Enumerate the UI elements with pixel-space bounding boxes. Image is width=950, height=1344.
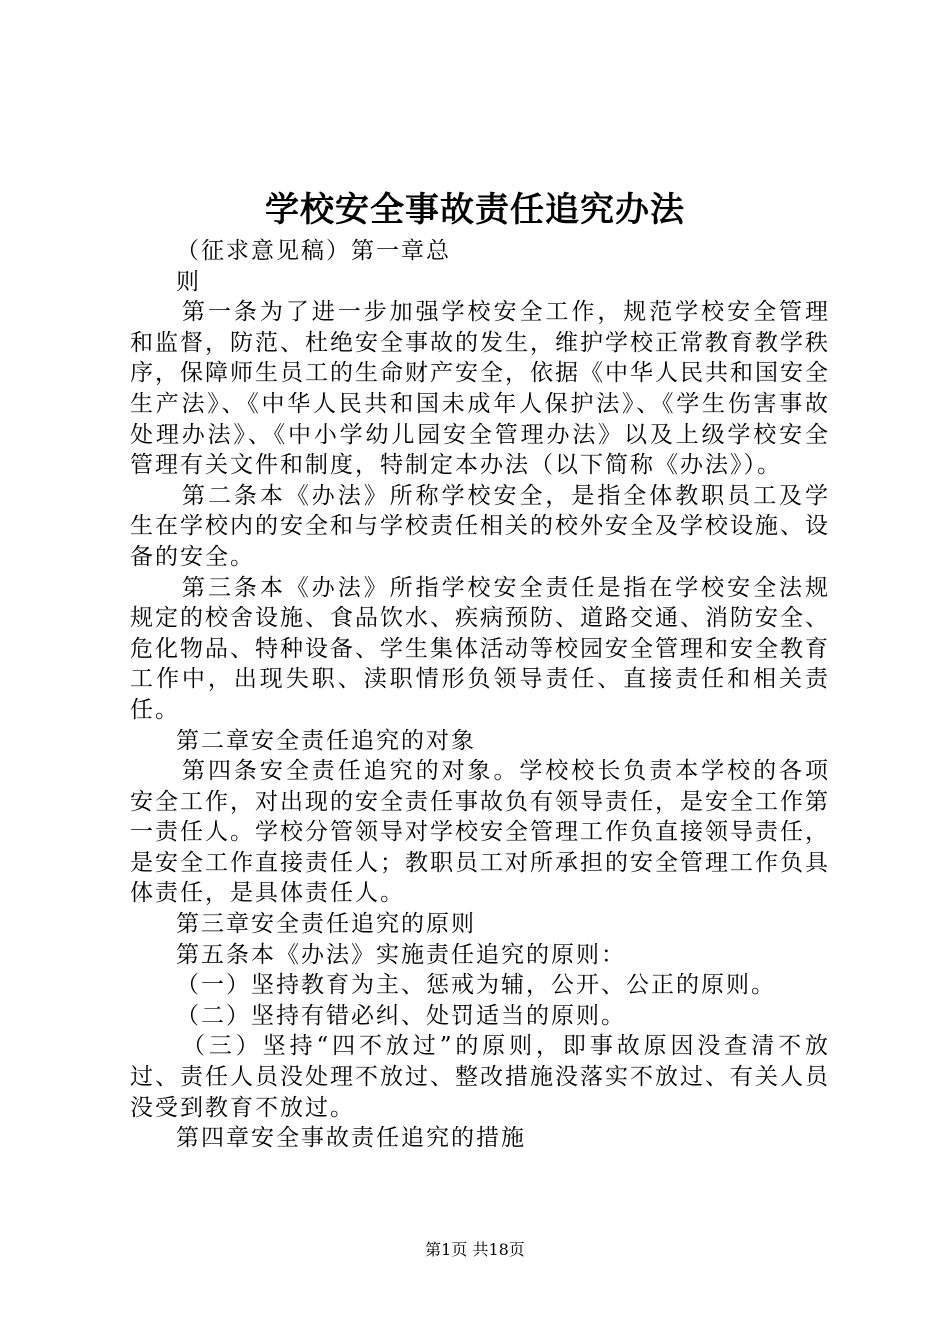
principle-item-3: （三）坚持“四不放过”的原则，即事故原因没查清不放过、责任人员没处理不放过、整改措施没落实不放过、有关人员没受到教育不放过。 [130, 1033, 830, 1121]
chapter-3-heading: 第三章安全责任追究的原则 [176, 911, 476, 938]
chapter-4-heading: 第四章安全事故责任追究的措施 [176, 1125, 526, 1152]
document-title: 学校安全事故责任追究办法 [265, 190, 685, 230]
page-footer: 第1页 共18页 [425, 1240, 525, 1259]
subtitle-line-2: 则 [176, 268, 201, 295]
paragraph-article-5: 第五条本《办法》实施责任追究的原则： [176, 941, 626, 968]
subtitle-line-1: （征求意见稿）第一章总 [176, 238, 451, 264]
chapter-2-heading: 第二章安全责任追究的对象 [176, 727, 476, 754]
document-body [130, 236, 830, 1154]
paragraph-article-3: 第三条本《办法》所指学校安全责任是指在学校安全法规规定的校舍设施、食品饮水、疾病预防、道路交通、消防安全、危化物品、特种设备、学生集体活动等校园安全管理和安全教育工作中，出现失职、渎职情形负领导责任、直接责任和相关责任。 [130, 574, 830, 723]
paragraph-article-1: 第一条为了进一步加强学校安全工作，规范学校安全管理和监督，防范、杜绝安全事故的发生，维护学校正常教育教学秩序，保障师生员工的生命财产安全，依据《中华人民共和国安全生产法》、《中华人民共和国未成年人保护法》、《学生伤害事故处理办法》、《中小学幼儿园安全管理办法》以及上级学校安全管理有关文件和制度，特制定本办法（以下简称《办法》）。 [130, 299, 830, 479]
paragraph-article-2: 第二条本《办法》所称学校安全，是指全体教职员工及学生在学校内的安全和与学校责任相关的校外安全及学校设施、设备的安全。 [130, 482, 830, 570]
principle-item-2: （二）坚持有错必纠、处罚适当的原则。 [176, 1002, 626, 1029]
principle-item-1: （一）坚持教育为主、惩戒为辅，公开、公正的原则。 [176, 972, 776, 999]
paragraph-article-4: 第四条安全责任追究的对象。学校校长负责本学校的各项安全工作，对出现的安全责任事故负有领导责任，是安全工作第一责任人。学校分管领导对学校安全管理工作负直接领导责任，是安全工作直接责任人；教职员工对所承担的安全管理工作负具体责任，是具体责任人。 [130, 758, 830, 907]
